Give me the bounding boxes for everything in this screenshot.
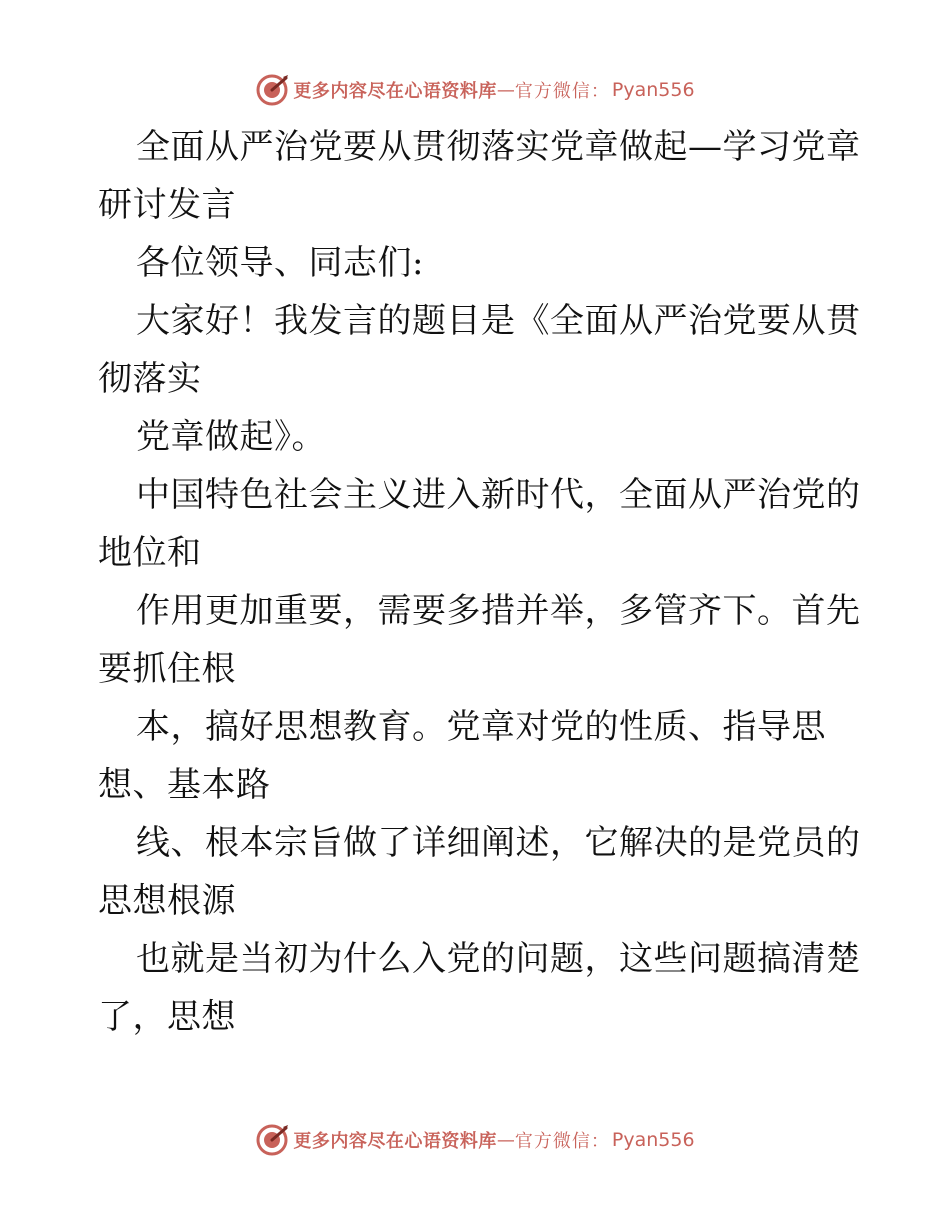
text-line: 研讨发言 bbox=[98, 185, 236, 225]
text-line: 各位领导、同志们: bbox=[136, 243, 424, 283]
footer-watermark bbox=[0, 1120, 950, 1160]
pen-logo-icon bbox=[255, 1123, 289, 1157]
watermark-subtitle: 官方微信： bbox=[514, 81, 610, 102]
watermark-subtitle: 官方微信： bbox=[514, 1131, 610, 1152]
watermark-dash: — bbox=[496, 79, 515, 101]
text-line: 思想根源 bbox=[98, 881, 236, 921]
pen-logo-icon bbox=[255, 73, 289, 107]
watermark-account: Pyan556 bbox=[611, 79, 695, 101]
text-line: 彻落实 bbox=[98, 359, 202, 399]
text-line: 作用更加重要，需要多措并举，多管齐下。首先 bbox=[136, 591, 861, 631]
document-body bbox=[98, 118, 861, 1046]
text-line: 要抓住根 bbox=[98, 649, 236, 689]
header-watermark bbox=[0, 70, 950, 110]
text-line: 想、基本路 bbox=[98, 765, 271, 805]
text-line: 大家好！我发言的题目是《全面从严治党要从贯 bbox=[136, 301, 861, 341]
text-line: 了，思想 bbox=[98, 997, 236, 1037]
text-line: 线、根本宗旨做了详细阐述，它解决的是党员的 bbox=[136, 823, 861, 863]
watermark-brand: 更多内容尽在心语资料库 bbox=[293, 1131, 497, 1152]
text-line: 地位和 bbox=[98, 533, 202, 573]
watermark-brand: 更多内容尽在心语资料库 bbox=[293, 81, 497, 102]
text-line: 也就是当初为什么入党的问题，这些问题搞清楚 bbox=[136, 939, 861, 979]
watermark-account: Pyan556 bbox=[611, 1129, 695, 1151]
text-line: 党章做起》。 bbox=[136, 417, 326, 457]
text-line: 中国特色社会主义进入新时代，全面从严治党的 bbox=[136, 475, 861, 515]
text-line: 本，搞好思想教育。党章对党的性质、指导思 bbox=[136, 707, 826, 747]
watermark-dash: — bbox=[496, 1129, 515, 1151]
text-line: 全面从严治党要从贯彻落实党章做起—学习党章 bbox=[136, 127, 861, 167]
